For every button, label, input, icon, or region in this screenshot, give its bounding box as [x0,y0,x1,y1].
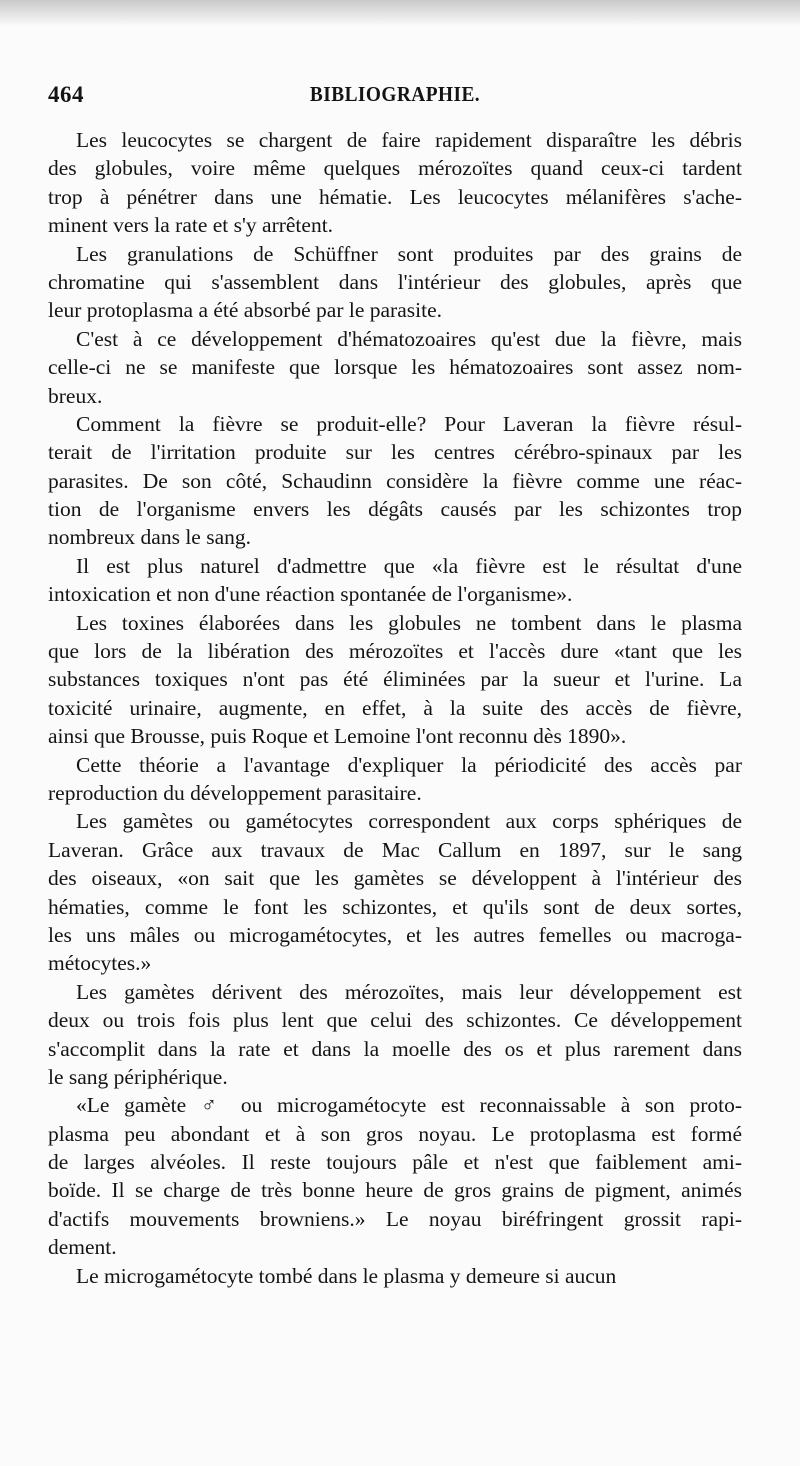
paragraph [48,126,742,240]
running-title: BIBLIOGRAPHIE. [309,82,481,106]
text-line: chromatine qui s'assemblent dans l'intérieur des globules, après que [48,269,742,294]
paragraph [48,751,742,808]
text-line: deux ou trois fois plus lent que celui des schizontes. Ce développement [48,1008,742,1033]
text-line: reproduction du développement parasitaire. [48,780,422,805]
scan-edge-shadow [0,0,800,26]
body-text [48,126,742,1290]
paragraph [48,609,742,751]
text-line: Les leucocytes se chargent de faire rapidement disparaître les débris [76,128,742,152]
text-line: intoxication et non d'une réaction spontanée de l'organisme». [48,582,573,607]
text-line: des globules, voire même quelques mérozoïtes quand ceux-ci tardent [48,156,742,181]
text-line: parasites. De son côté, Schaudinn considère la fièvre comme une réac- [48,468,742,493]
text-line: les uns mâles ou microgamétocytes, et les autres femelles ou macroga- [48,922,742,947]
paragraph [48,410,742,552]
text-line: breux. [48,383,103,408]
text-line: plasma peu abondant et à son gros noyau. Le protoplasma est formé [48,1121,742,1146]
text-line: terait de l'irritation produite sur les centres cérébro-spinaux par les [48,440,742,465]
text-line: ainsi que Brousse, puis Roque et Lemoine l'ont reconnu dès 1890». [48,724,627,749]
paragraph [48,240,742,325]
page-header [48,82,742,112]
text-line: leur protoplasma a été absorbé par le parasite. [48,298,442,323]
text-line: d'actifs mouvements browniens.» Le noyau biréfringent grossit rapi- [48,1206,742,1231]
page-number: 464 [48,82,84,107]
text-line: que lors de la libération des mérozoïtes et l'accès dure «tant que les [48,639,742,664]
paragraph [48,807,742,977]
text-line: Les toxines élaborées dans les globules ne tombent dans le plasma [76,610,742,635]
paragraph [48,978,742,1092]
text-line: C'est à ce développement d'hématozoaires qu'est due la fièvre, mais [76,326,742,351]
text-line: Le microgamétocyte tombé dans le plasma y demeure si aucun [76,1263,617,1288]
text-line: métocytes.» [48,951,152,976]
text-line: boïde. Il se charge de très bonne heure de gros grains de pigment, animés [48,1178,742,1203]
text-line: de larges alvéoles. Il reste toujours pâle et n'est que faiblement ami- [48,1150,742,1175]
text-line: toxicité urinaire, augmente, en effet, à la suite des accès de fièvre, [48,695,742,720]
text-line: dement. [48,1235,117,1260]
text-line: nombreux dans le sang. [48,525,252,550]
text-line: celle-ci ne se manifeste que lorsque les hématozoaires sont assez nom- [48,355,742,380]
paragraph [48,325,742,410]
paragraph [48,552,742,609]
text-line: Cette théorie a l'avantage d'expliquer la périodicité des accès par [76,752,742,777]
text-line: des oiseaux, «on sait que les gamètes se développent à l'intérieur des [48,866,742,891]
text-line: s'accomplit dans la rate et dans la moelle des os et plus rarement dans [48,1036,742,1061]
text-line: Laveran. Grâce aux travaux de Mac Callum en 1897, sur le sang [48,837,742,862]
text-line: tion de l'organisme envers les dégâts causés par les schizontes trop [48,497,742,522]
text-line: Les gamètes ou gamétocytes correspondent aux corps sphériques de [76,809,742,834]
text-line: hématies, comme le font les schizontes, et qu'ils sont de deux sortes, [48,894,742,919]
paragraph [48,1091,742,1261]
text-line: trop à pénétrer dans une hématie. Les leucocytes mélanifères s'ache- [48,184,742,209]
text-line: Les gamètes dérivent des mérozoïtes, mais leur développement est [76,979,742,1004]
text-line: Il est plus naturel d'admettre que «la fièvre est le résultat d'une [76,553,742,578]
text-line: Les granulations de Schüffner sont produites par des grains de [76,241,742,266]
text-line: substances toxiques n'ont pas été éliminées par la sueur et l'urine. La [48,667,742,692]
text-line: «Le gamète ♂ ou microgamétocyte est reconnaissable à son proto- [76,1093,742,1118]
text-line: minent vers la rate et s'y arrêtent. [48,213,334,238]
text-line: Comment la fièvre se produit-elle? Pour Laveran la fièvre résul- [76,411,742,436]
paragraph [48,1262,742,1290]
text-line: le sang périphérique. [48,1064,228,1089]
